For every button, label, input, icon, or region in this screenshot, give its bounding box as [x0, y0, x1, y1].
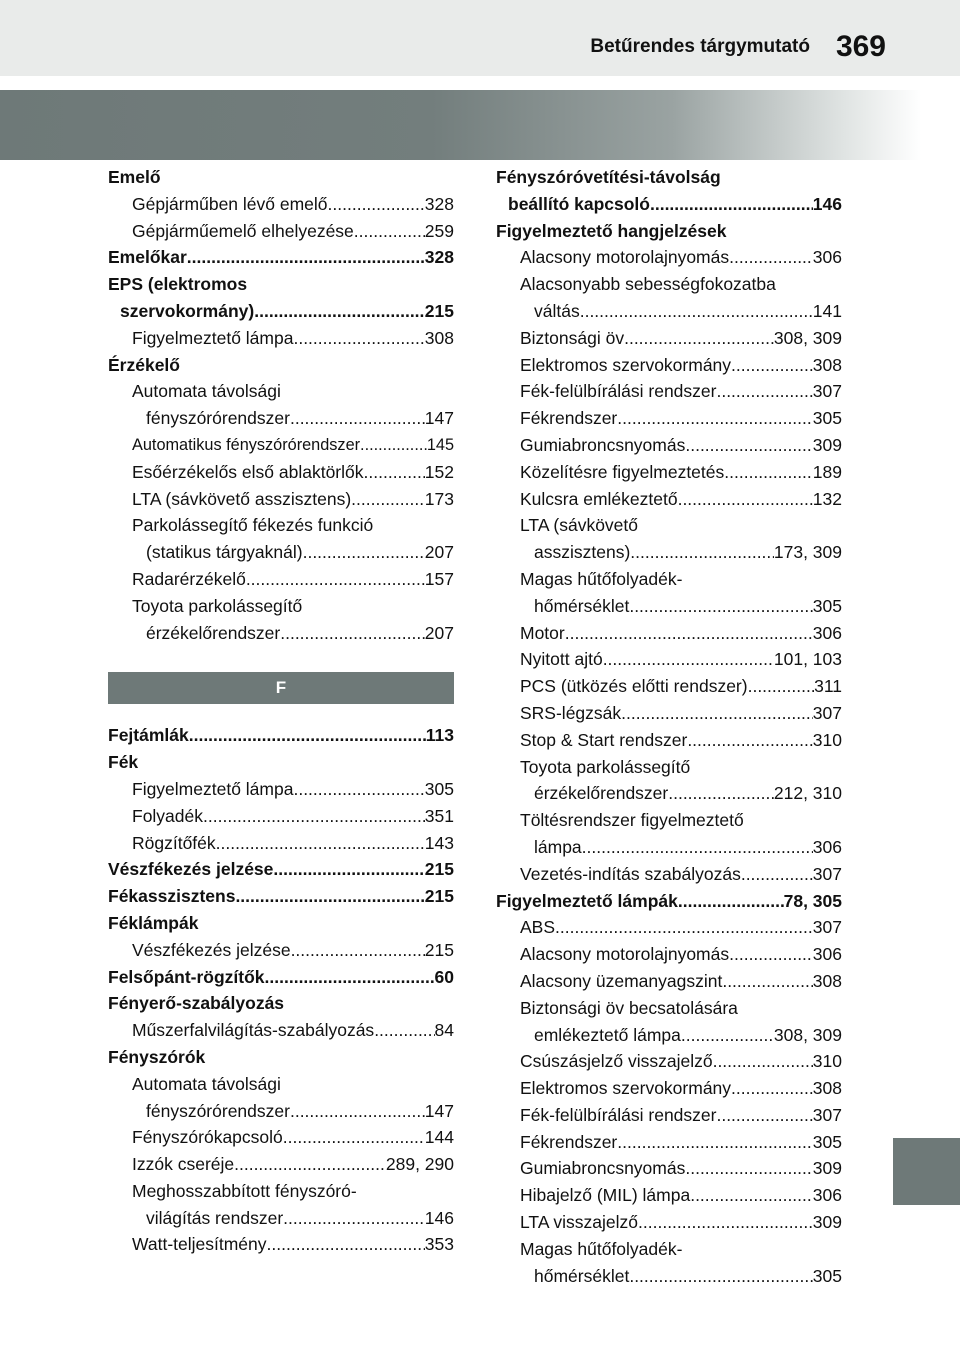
index-entry: lámpa ..... 306 — [496, 834, 842, 861]
index-heading: EPS (elektromos — [108, 274, 248, 295]
index-entry: emlékeztető lámpa ..... 308, 309 — [496, 1022, 842, 1049]
index-entry-line: Toyota parkolássegítő — [132, 595, 303, 616]
index-heading: Fényerő-szabályozás — [108, 993, 285, 1014]
index-heading: Fék — [108, 752, 139, 773]
index-entry-line: Parkolássegítő fékezés funkció — [132, 515, 374, 536]
page-header — [0, 0, 960, 76]
index-entry: Kulcsra emlékeztető ..... 132 — [496, 486, 842, 513]
index-heading: Figyelmeztető hangjelzések — [496, 220, 727, 241]
index-entry: Radarérzékelő ..... 157 — [108, 566, 454, 593]
index-entry: Gumiabroncsnyomás ..... 309 — [496, 1155, 842, 1182]
index-entry: Hibajelző (MIL) lámpa ..... 306 — [496, 1182, 842, 1209]
index-entry: Alacsony üzemanyagszint ..... 308 — [496, 968, 842, 995]
index-entry: ABS ..... 307 — [496, 914, 842, 941]
index-heading: Fényszórók — [108, 1046, 206, 1067]
index-entry: Automatikus fényszórórendszer ..... 145 — [108, 432, 454, 459]
index-entry-line: Alacsonyabb sebességfokozatba — [520, 274, 776, 295]
index-entry: Gépjárműemelő elhelyezése ..... 259 — [108, 218, 454, 245]
index-entry: SRS-légzsák ..... 307 — [496, 700, 842, 727]
index-entry: Figyelmeztető lámpák ..... 78, 305 — [496, 888, 842, 915]
index-entry: Fékrendszer ..... 305 — [496, 1129, 842, 1156]
index-entry: fényszórórendszer ..... 147 — [108, 1098, 454, 1125]
index-entry: Vezetés-indítás szabályozás ..... 307 — [496, 861, 842, 888]
index-entry: Esőérzékelős első ablaktörlők ..... 152 — [108, 459, 454, 486]
index-entry: Figyelmeztető lámpa ..... 305 — [108, 776, 454, 803]
index-entry: Fék-felülbírálási rendszer ..... 307 — [496, 1102, 842, 1129]
index-entry: Felsőpánt-rögzítők ..... 60 — [108, 964, 454, 991]
index-entry: Watt-teljesítmény ..... 353 — [108, 1231, 454, 1258]
index-entry-line: Magas hűtőfolyadék- — [520, 568, 683, 589]
index-entry: Rögzítőfék ..... 143 — [108, 830, 454, 857]
index-entry: asszisztens) ..... 173, 309 — [496, 539, 842, 566]
index-entry: Figyelmeztető lámpa ..... 308 — [108, 325, 454, 352]
decorative-band — [0, 90, 960, 160]
index-entry: érzékelőrendszer ..... 207 — [108, 620, 454, 647]
index-entry: (statikus tárgyaknál) ..... 207 — [108, 539, 454, 566]
index-entry: Biztonsági öv ..... 308, 309 — [496, 325, 842, 352]
index-entry: Csúszásjelző visszajelző ..... 310 — [496, 1048, 842, 1075]
index-entry: Elektromos szervokormány ..... 308 — [496, 1075, 842, 1102]
index-entry: világítás rendszer ..... 146 — [108, 1205, 454, 1232]
page-number: 369 — [835, 30, 886, 63]
index-entry: Stop & Start rendszer ..... 310 — [496, 727, 842, 754]
index-entry: hőmérséklet ..... 305 — [496, 1263, 842, 1290]
index-entry: Elektromos szervokormány ..... 308 — [496, 352, 842, 379]
index-entry: Vészfékezés jelzése ..... 215 — [108, 856, 454, 883]
index-entry-line: Magas hűtőfolyadék- — [520, 1238, 683, 1259]
index-entry: váltás ..... 141 — [496, 298, 842, 325]
index-entry: beállító kapcsoló ..... 146 — [496, 191, 842, 218]
index-heading: Fényszóróvetítési-távolság — [496, 167, 721, 187]
index-column-right — [496, 164, 842, 1289]
index-entry: Alacsony motorolajnyomás ..... 306 — [496, 941, 842, 968]
index-entry: hőmérséklet ..... 305 — [496, 593, 842, 620]
index-entry: Folyadék ..... 351 — [108, 803, 454, 830]
index-entry: Gumiabroncsnyomás ..... 309 — [496, 432, 842, 459]
index-entry: PCS (ütközés előtti rendszer) ..... 311 — [496, 673, 842, 700]
index-entry-line: Meghosszabbított fényszóró- — [132, 1180, 357, 1201]
index-entry: érzékelőrendszer ..... 212, 310 — [496, 780, 842, 807]
index-column-left — [108, 164, 454, 1258]
index-entry: Fék-felülbírálási rendszer ..... 307 — [496, 378, 842, 405]
index-entry: Fékasszisztens ..... 215 — [108, 883, 454, 910]
section-title: Betűrendes tárgymutató — [590, 36, 810, 57]
index-entry: LTA visszajelző ..... 309 — [496, 1209, 842, 1236]
index-heading: Emelő — [108, 167, 161, 187]
index-entry-line: Töltésrendszer figyelmeztető — [520, 810, 744, 831]
index-entry: Izzók cseréje ..... 289, 290 — [108, 1151, 454, 1178]
index-entry: Közelítésre figyelmeztetés ..... 189 — [496, 459, 842, 486]
index-entry: Alacsony motorolajnyomás ..... 306 — [496, 244, 842, 271]
index-entry: LTA (sávkövető asszisztens) ..... 173 — [108, 486, 454, 513]
index-entry-line: Automata távolsági — [132, 1073, 281, 1094]
index-entry-line: Toyota parkolássegítő — [520, 756, 691, 777]
index-entry: Motor ..... 306 — [496, 620, 842, 647]
index-entry: Fejtámlák ..... 113 — [108, 722, 454, 749]
index-entry-line: Automata távolsági — [132, 381, 281, 402]
index-entry: Vészfékezés jelzése ..... 215 — [108, 937, 454, 964]
index-entry: Fékrendszer ..... 305 — [496, 405, 842, 432]
index-entry: fényszórórendszer ..... 147 — [108, 405, 454, 432]
index-entry: Emelőkar ..... 328 — [108, 244, 454, 271]
index-entry: Nyitott ajtó ..... 101, 103 — [496, 646, 842, 673]
index-entry: Gépjárműben lévő emelő ..... 328 — [108, 191, 454, 218]
index-heading: Érzékelő — [108, 354, 180, 375]
index-entry: Műszerfalvilágítás-szabályozás ..... 84 — [108, 1017, 454, 1044]
index-heading: Féklámpák — [108, 912, 199, 933]
index-entry-line: Biztonsági öv becsatolására — [520, 997, 738, 1018]
index-entry: Fényszórókapcsoló ..... 144 — [108, 1124, 454, 1151]
chapter-tab-marker — [893, 1138, 960, 1205]
index-entry-line: LTA (sávkövető — [520, 515, 639, 536]
letter-section-bar: F — [108, 672, 454, 704]
index-entry: szervokormány) ..... 215 — [108, 298, 454, 325]
